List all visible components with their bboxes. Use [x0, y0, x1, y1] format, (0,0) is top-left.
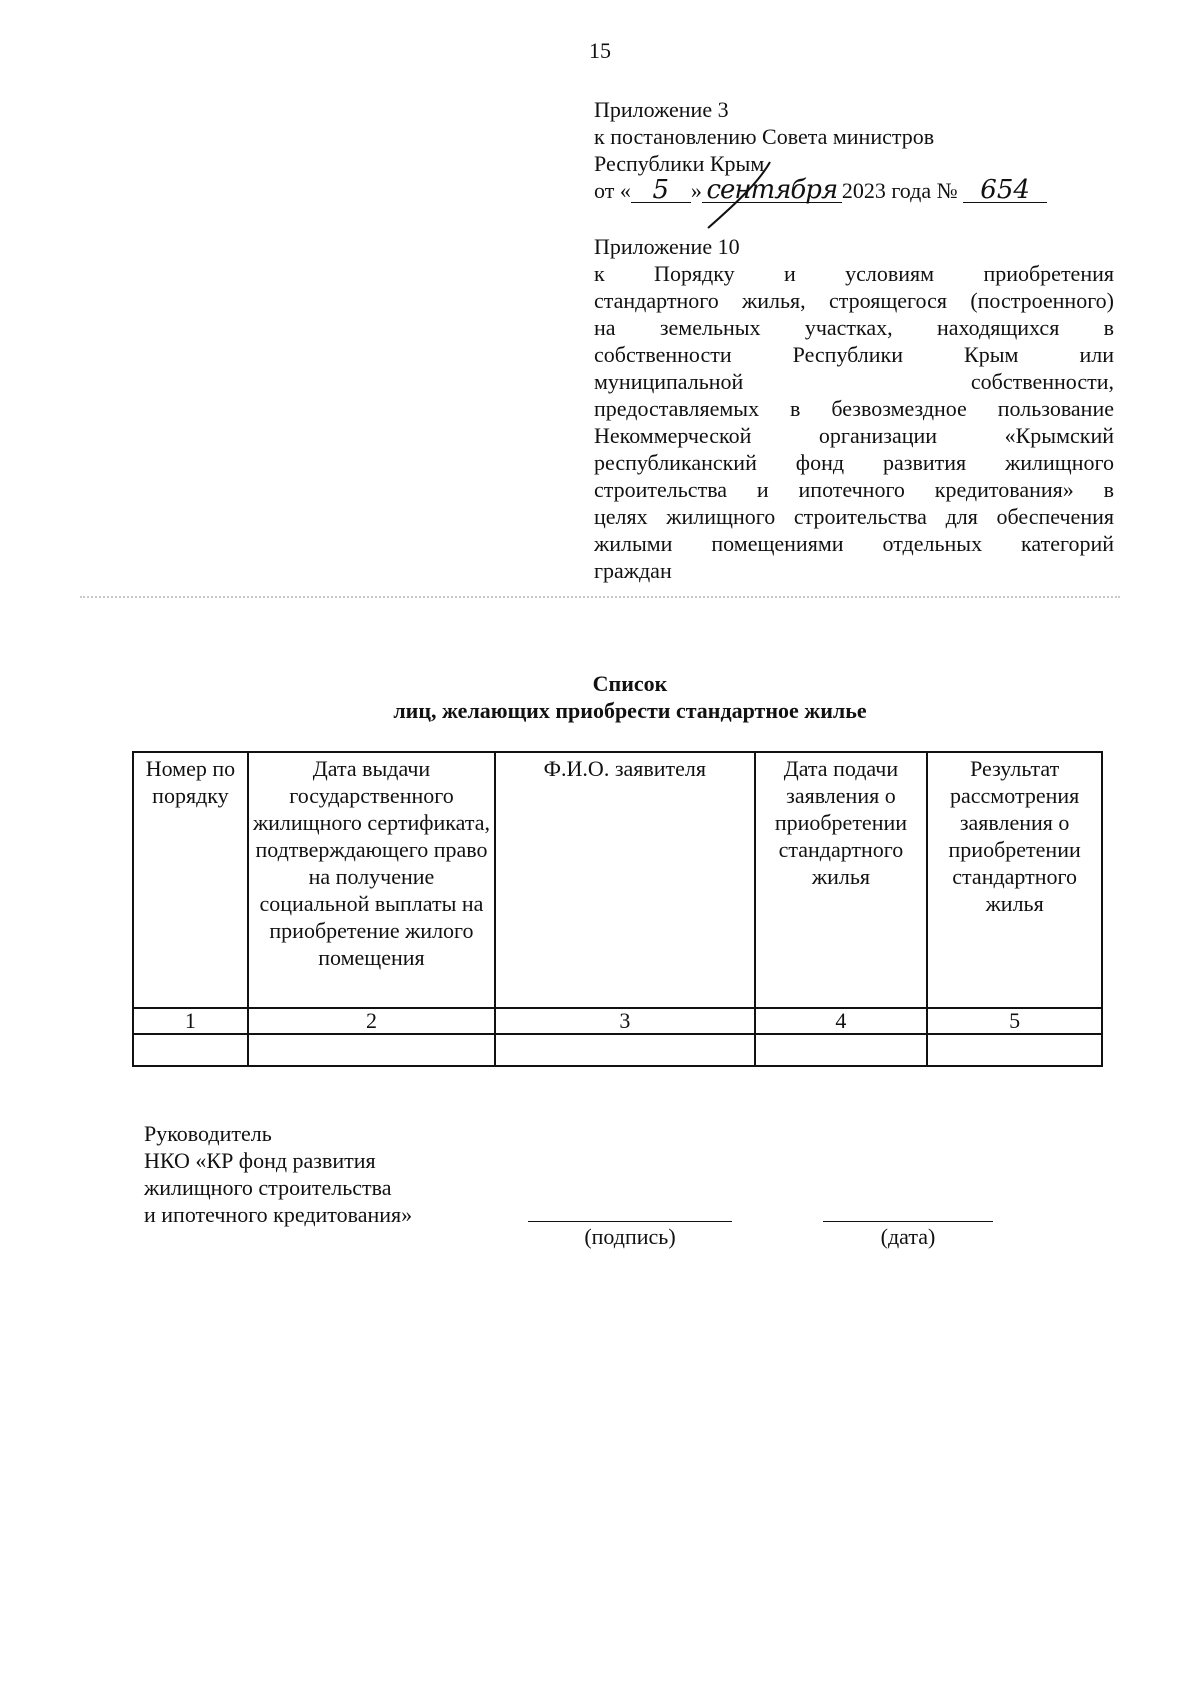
document-subtitle: лиц, желающих приобрести стандартное жилье	[393, 698, 867, 723]
appendix-10-line: Некоммерческой организации «Крымский	[594, 423, 1114, 448]
table-cell	[927, 1034, 1102, 1066]
applicants-table	[132, 751, 1103, 1067]
appendix-10-line: строительства и ипотечного кредитования» в	[594, 477, 1114, 502]
appendix-10-title: Приложение 10	[594, 234, 740, 259]
table-cell	[755, 1034, 928, 1066]
page-number: 15	[589, 38, 611, 63]
table-cell	[133, 1034, 248, 1066]
table-cell	[495, 1034, 754, 1066]
date-line	[823, 1219, 993, 1222]
signer-line: НКО «КР фонд развития	[144, 1148, 376, 1173]
signer-line: жилищного строительства	[144, 1175, 392, 1200]
appendix-3-title: Приложение 3	[594, 97, 729, 122]
signer-line: и ипотечного кредитования»	[144, 1202, 413, 1227]
appendix-10-line: жилыми помещениями отдельных категорий	[594, 531, 1114, 556]
appendix-10-line: республиканский фонд развития жилищного	[594, 450, 1114, 475]
column-number-row	[133, 1008, 1102, 1034]
header-cell-applicant-name: Ф.И.О. заявителя	[495, 752, 754, 1008]
appendix-3-line-3: Республики Крым	[594, 151, 765, 176]
header-cell-application-date: Дата подачи заявления о приобретении стандартного жилья	[755, 752, 928, 1008]
appendix-10-block	[594, 233, 1114, 584]
column-number-cell: 3	[495, 1008, 754, 1034]
header-cell-result: Результат рассмотрения заявления о приобретении стандартного жилья	[927, 752, 1102, 1008]
appendix-10-line: предоставляемых в безвозмездное пользование	[594, 396, 1114, 421]
appendix-3-line-2: к постановлению Совета министров	[594, 124, 935, 149]
document-title: Список	[592, 671, 668, 696]
date-mid: »	[690, 178, 702, 203]
date-prefix: от «	[594, 178, 631, 203]
appendix-10-line: на земельных участках, находящихся в	[594, 315, 1114, 340]
date-year-text: 2023 года №	[841, 178, 958, 203]
appendix-10-line: муниципальной собственности,	[594, 369, 1114, 394]
column-number-cell: 2	[248, 1008, 495, 1034]
column-number-cell: 1	[133, 1008, 248, 1034]
date-day-handwritten: 5	[631, 178, 691, 203]
date-caption: (дата)	[880, 1224, 936, 1249]
table-cell	[248, 1034, 495, 1066]
table-row	[133, 1034, 1102, 1066]
scan-artifact-divider	[80, 596, 1120, 602]
resolution-date-line	[594, 177, 1114, 204]
resolution-number-handwritten: 654	[963, 178, 1047, 203]
appendix-10-line: стандартного жилья, строящегося (построенного)	[594, 288, 1114, 313]
appendix-10-line: собственности Республики Крым или	[594, 342, 1114, 367]
appendix-10-last-line: граждан	[594, 558, 672, 583]
column-number-cell: 5	[927, 1008, 1102, 1034]
appendix-10-line: к Порядку и условиям приобретения	[594, 261, 1114, 286]
appendix-10-line: целях жилищного строительства для обеспечения	[594, 504, 1114, 529]
handwritten-stroke-mark	[700, 160, 790, 230]
signer-line: Руководитель	[144, 1121, 272, 1146]
signature-line	[528, 1219, 732, 1222]
header-cell-order-number: Номер по порядку	[133, 752, 248, 1008]
date-month-handwritten: сентября	[702, 178, 842, 203]
signature-caption: (подпись)	[584, 1224, 676, 1249]
appendix-3-block	[594, 96, 1114, 204]
header-cell-certificate-date: Дата выдачи государственного жилищного сертификата, подтверждающего право на получение социальной выплаты на приобретение жилого помещения	[248, 752, 495, 1008]
table-header-row	[133, 752, 1102, 1008]
signer-block	[144, 1120, 412, 1228]
column-number-cell: 4	[755, 1008, 928, 1034]
